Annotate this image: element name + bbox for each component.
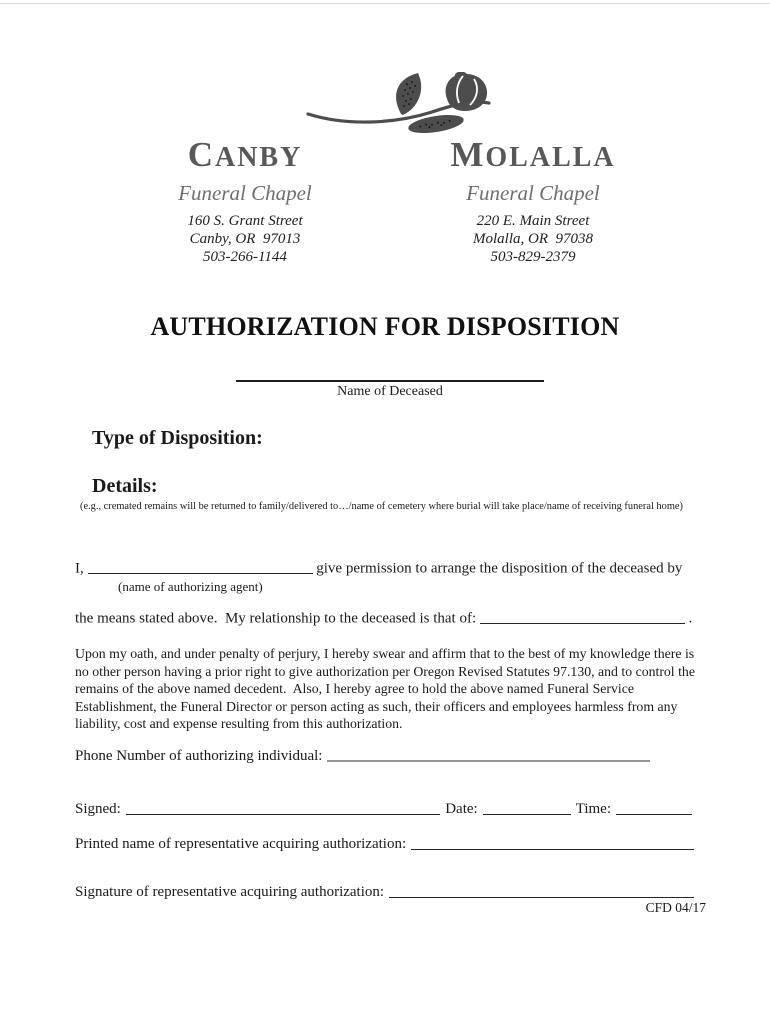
phone-number: 503-266-1144 (203, 249, 287, 265)
chapel-molalla-address (428, 212, 638, 266)
scan-artifact-line (0, 3, 770, 4)
oath-line: Upon my oath, and under penalty of perjury, I hereby swear and affirm that to the best of my knowledge there is (75, 646, 695, 661)
address-line: Canby, OR 97013 (189, 231, 301, 247)
chapel-canby (140, 135, 350, 266)
chapel-canby-address (140, 212, 350, 266)
representative-signature-row (75, 881, 694, 901)
type-of-disposition-heading: Type of Disposition: (92, 427, 263, 449)
signed-row (75, 798, 692, 818)
chapel-molalla-tagline: Funeral Chapel (466, 181, 600, 205)
representative-signature-label: Signature of representative acquiring authorization: (75, 884, 385, 901)
oath-line: liability, cost and expense resulting from this authorization. (75, 716, 403, 732)
oath-paragraph (75, 645, 735, 733)
oath-line: remains of the above named decedent. Also, I hereby agree to hold the above named Funeral Service (75, 681, 634, 697)
printed-name-label: Printed name of representative acquiring authorization: (75, 836, 407, 853)
name-of-deceased-line[interactable] (236, 364, 544, 382)
chapel-canby-tagline: Funeral Chapel (178, 181, 312, 205)
phone-label: Phone Number of authorizing individual: (75, 748, 323, 765)
relationship-blank-line[interactable] (480, 609, 685, 624)
authorizing-agent-name-line[interactable] (88, 559, 313, 574)
oath-line: Establishment, the Funeral Director or person acting as such, their officers and employees harmless from any (75, 698, 678, 714)
representative-signature-line[interactable] (389, 883, 694, 898)
form-title: AUTHORIZATION FOR DISPOSITION (150, 312, 620, 341)
phone-number-line[interactable] (327, 746, 650, 762)
relationship-period: . (688, 610, 693, 627)
permission-lead: I, (75, 560, 84, 577)
chapel-molalla-name: MOLALLA (450, 135, 616, 174)
address-line: Molalla, OR 97038 (473, 231, 593, 247)
details-hint: (e.g., cremated remains will be returned to family/delivered to…/name of cemetery where burial will take place/name of receiving funeral home) (80, 501, 683, 512)
form-code: CFD 04/17 (645, 900, 706, 915)
printed-name-row (75, 833, 694, 853)
date-label: Date: (445, 801, 478, 818)
authorizing-agent-caption: (name of authorizing agent) (118, 579, 263, 594)
signed-label: Signed: (75, 801, 121, 818)
permission-line (75, 557, 720, 577)
address-line: 160 S. Grant Street (187, 213, 303, 229)
details-heading: Details: (92, 475, 158, 497)
date-line[interactable] (483, 800, 571, 815)
time-label: Time: (575, 801, 611, 818)
chapel-molalla (428, 135, 638, 266)
chapel-canby-name: CANBY (187, 135, 303, 174)
printed-name-line[interactable] (411, 835, 694, 850)
rose-stem-icon (306, 72, 492, 134)
name-of-deceased-field (236, 364, 544, 400)
name-of-deceased-label: Name of Deceased (337, 384, 443, 399)
oath-line: no other person having a prior right to give authorization per Oregon Revised Statutes 97.130, and to control the (75, 663, 695, 679)
permission-text: give permission to arrange the disposition of the deceased by (316, 560, 683, 577)
phone-number: 503-829-2379 (490, 249, 576, 265)
signature-line[interactable] (126, 800, 440, 815)
relationship-line (75, 607, 720, 627)
time-line[interactable] (616, 800, 692, 815)
phone-row (75, 744, 650, 765)
address-line: 220 E. Main Street (476, 213, 590, 229)
relationship-text: the means stated above. My relationship to the deceased is that of: (75, 610, 477, 627)
